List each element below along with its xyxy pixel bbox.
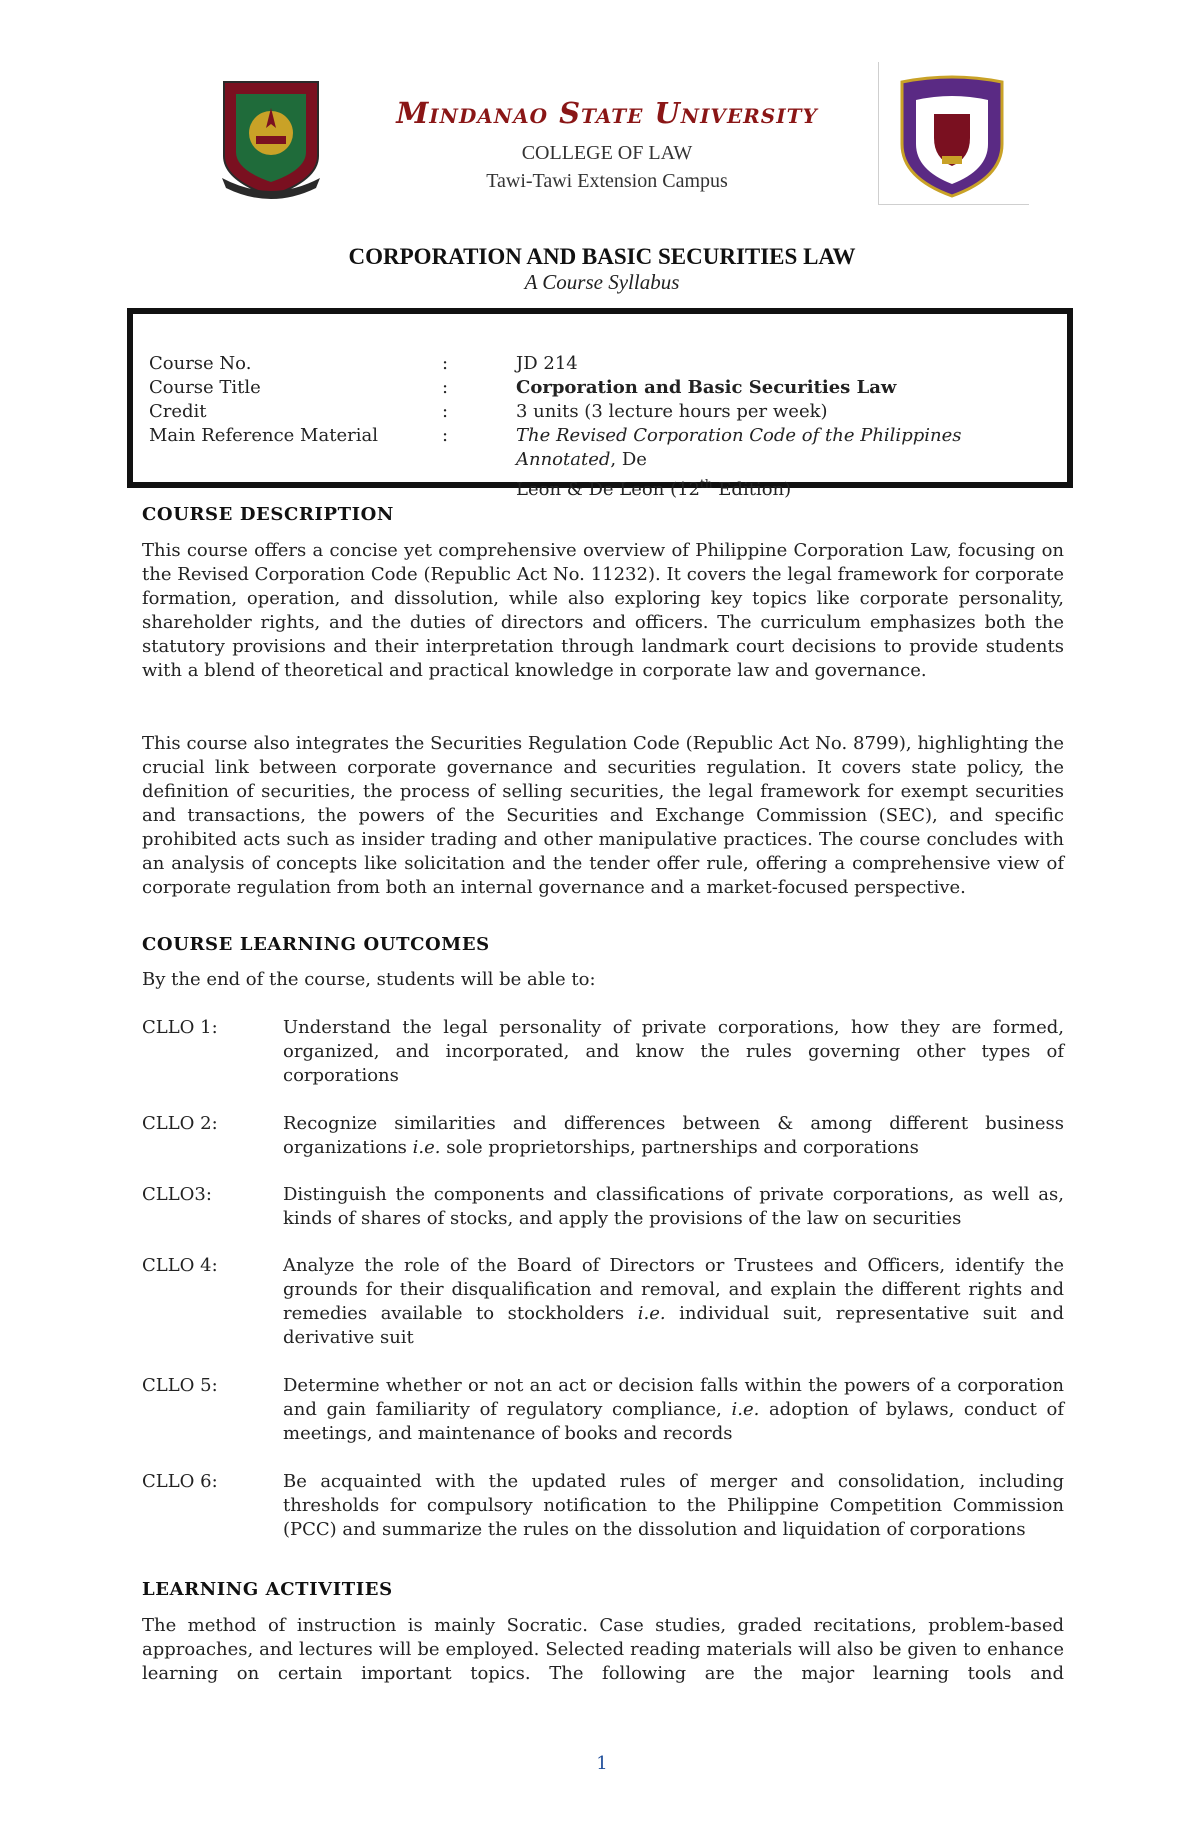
clo-text-4-a: Analyze the role of the Board of Directors or Trustees and Officers, identify the grounds for their disqualification and removal, and explain the different rights and remedies available to stockholders: [283, 1255, 1064, 1324]
credit-value: 3 units (3 lecture hours per week): [516, 401, 828, 422]
page-number: 1: [596, 1753, 608, 1774]
course-no-label: Course No.: [149, 353, 252, 374]
clo-text-5-b: adoption of bylaws, conduct of meetings, and maintenance of books and records: [283, 1399, 1064, 1444]
college-of-law-seal-logo: [894, 74, 1010, 200]
clo-text-3: Distinguish the components and classifications of private corporations, as well as, kinds of shares of stocks, and apply the provisions of the law on securities: [283, 1184, 1064, 1229]
credit-label: Credit: [149, 401, 207, 422]
clo-text-5-ie: i.e.: [731, 1399, 760, 1420]
clo-text-5: [283, 1374, 1064, 1446]
reference-book-title: The Revised Corporation Code of the Philippines Annotated: [516, 425, 962, 470]
course-title-value: Corporation and Basic Securities Law: [516, 377, 897, 398]
course-description-heading: COURSE DESCRIPTION: [142, 504, 394, 525]
reference-sup: th: [700, 477, 713, 491]
clo-text-6: Be acquainted with the updated rules of merger and consolidation, including thresholds for compulsory notification to the Philippine Competition Commission (PCC) and summarize the rules on the dissolution and liquidation of corporations: [283, 1471, 1064, 1540]
clo-text-4: [283, 1254, 1064, 1350]
course-description-paragraph-2: This course also integrates the Securities Regulation Code (Republic Act No. 8799), highlighting the crucial link between corporate governance and securities regulation. It covers state policy, the definition of securities, the process of selling securities, the legal framework for exempt securities and transactions, the powers of the Securities and Exchange Commission (SEC), and specific prohibited acts such as insider trading and other manipulative practices. The course concludes with an analysis of concepts like solicitation and the tender offer rule, offering a comprehensive view of corporate regulation from both an internal governance and a market-focused perspective.: [142, 733, 1064, 898]
separator: :: [442, 353, 449, 374]
clo-text-4-ie: i.e.: [637, 1303, 666, 1324]
page-subtitle: A Course Syllabus: [524, 270, 680, 294]
clo-label-2: CLLO 2:: [142, 1113, 218, 1134]
campus-name: Tawi-Tawi Extension Campus: [486, 170, 728, 192]
page-title: CORPORATION AND BASIC SECURITIES LAW: [348, 244, 856, 269]
clo-label-4: CLLO 4:: [142, 1255, 218, 1276]
clo-text-2-ie: i.e.: [412, 1137, 441, 1158]
learning-activities-heading: LEARNING ACTIVITIES: [142, 1579, 393, 1600]
clo-text-5-a: Determine whether or not an act or decision falls within the powers of a corporation and gain familiarity of regulatory compliance,: [283, 1375, 1064, 1420]
learning-outcomes-heading: COURSE LEARNING OUTCOMES: [142, 934, 490, 955]
clo-text-2: [283, 1112, 1064, 1160]
clo-label-6: CLLO 6:: [142, 1471, 218, 1492]
clo-label-3: CLLO3:: [142, 1184, 212, 1205]
reference-value: [516, 424, 1066, 502]
university-name: Mindanao State University: [396, 96, 818, 130]
clo-text-2-b: sole proprietorships, partnerships and corporations: [440, 1137, 919, 1158]
clo-text-4-b: individual suit, representative suit and derivative suit: [283, 1303, 1064, 1348]
reference-edition: Edition): [712, 479, 792, 500]
reference-authors-a: , De: [610, 449, 647, 470]
learning-activities-paragraph: The method of instruction is mainly Socratic. Case studies, graded recitations, problem-based approaches, and lectures will be employed. Selected reading materials will also be given to enhance learning on certain important topics. The following are the major learning tools and: [142, 1615, 1064, 1684]
course-title-label: Course Title: [149, 377, 261, 398]
course-info-box: [127, 308, 1073, 500]
msu-seal-logo: [218, 78, 324, 202]
college-name: COLLEGE OF LAW: [521, 142, 693, 164]
separator: :: [442, 377, 449, 398]
clo-text-2-a: Recognize similarities and differences between & among different business organizations: [283, 1113, 1064, 1158]
separator: :: [442, 401, 449, 422]
course-no-value: JD 214: [516, 353, 578, 374]
reference-label: Main Reference Material: [149, 425, 378, 446]
clo-text-1: Understand the legal personality of private corporations, how they are formed, organized, and incorporated, and know the rules governing other types of corporations: [283, 1017, 1064, 1086]
separator: :: [442, 425, 449, 446]
course-description-paragraph-1: This course offers a concise yet comprehensive overview of Philippine Corporation Law, focusing on the Revised Corporation Code (Republic Act No. 11232). It covers the legal framework for corporate formation, operation, and dissolution, while also exploring key topics like corporate personality, shareholder rights, and the duties of directors and officers. The curriculum emphasizes both the statutory provisions and their interpretation through landmark court decisions to provide students with a blend of theoretical and practical knowledge in corporate law and governance.: [142, 540, 1064, 681]
clo-label-1: CLLO 1:: [142, 1017, 218, 1038]
learning-outcomes-intro: By the end of the course, students will be able to:: [142, 969, 596, 990]
reference-authors-b: Leon & De Leon (12: [516, 479, 700, 500]
clo-label-5: CLLO 5:: [142, 1375, 218, 1396]
